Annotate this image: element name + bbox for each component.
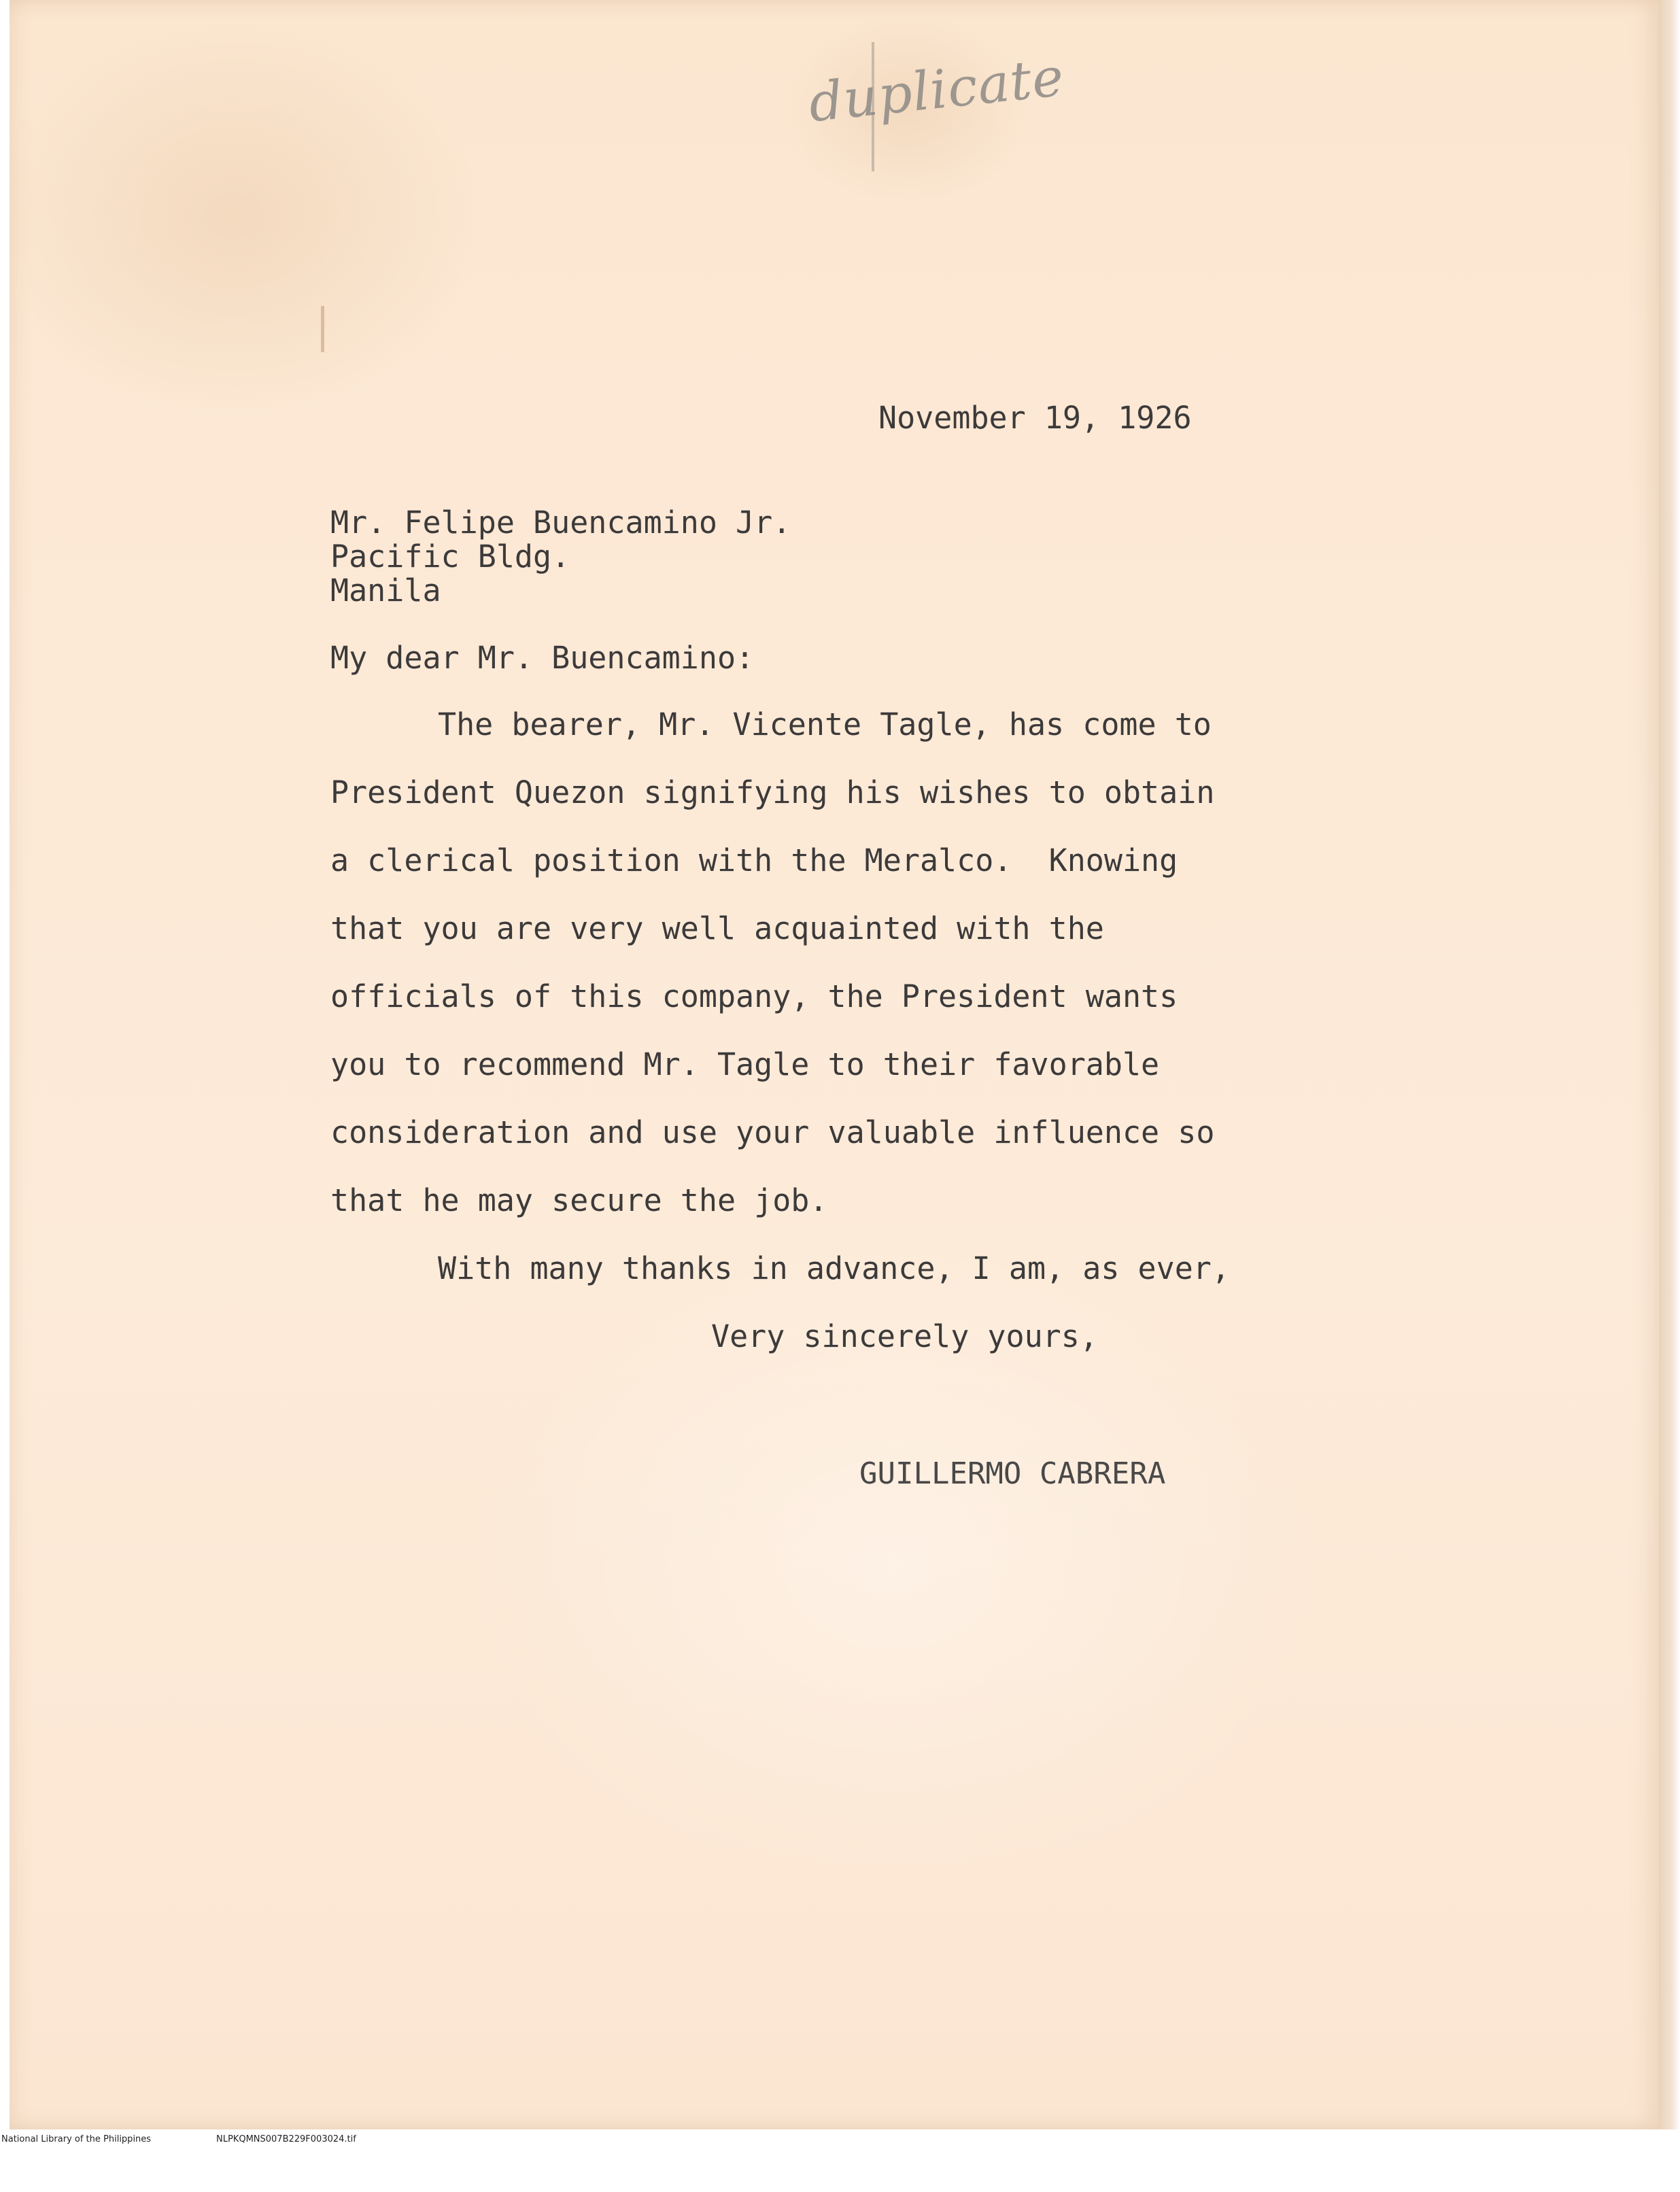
valediction: Very sincerely yours, (711, 1318, 1098, 1354)
body-line: that you are very well acquainted with the (330, 910, 1104, 946)
library-credit: National Library of the Philippines (1, 2134, 152, 2144)
body-line: President Quezon signifying his wishes to obtain (330, 774, 1215, 810)
recipient-building: Pacific Bldg. (330, 538, 570, 575)
margin-mark (321, 306, 324, 352)
recipient-name: Mr. Felipe Buencamino Jr. (330, 504, 791, 541)
closing-line: With many thanks in advance, I am, as ever, (438, 1250, 1230, 1286)
body-line: The bearer, Mr. Vicente Tagle, has come to (438, 706, 1212, 742)
letter-date: November 19, 1926 (878, 400, 1192, 436)
recipient-city: Manila (330, 572, 441, 609)
pencil-annotation: duplicate (806, 46, 1067, 135)
file-name: NLPKQMNS007B229F003024.tif (216, 2134, 356, 2144)
body-line: officials of this company, the President wants (330, 978, 1178, 1014)
body-line: that he may secure the job. (330, 1182, 828, 1218)
body-line: a clerical position with the Meralco. Knowing (330, 842, 1178, 878)
salutation: My dear Mr. Buencamino: (330, 640, 755, 676)
body-line: you to recommend Mr. Tagle to their favorable (330, 1046, 1160, 1082)
letter-sheet (10, 0, 1662, 2129)
body-line: consideration and use your valuable influence so (330, 1114, 1215, 1150)
signature-name: GUILLERMO CABRERA (859, 1456, 1166, 1491)
scan-footer (0, 2132, 1680, 2147)
paper-edge (1659, 0, 1680, 2129)
